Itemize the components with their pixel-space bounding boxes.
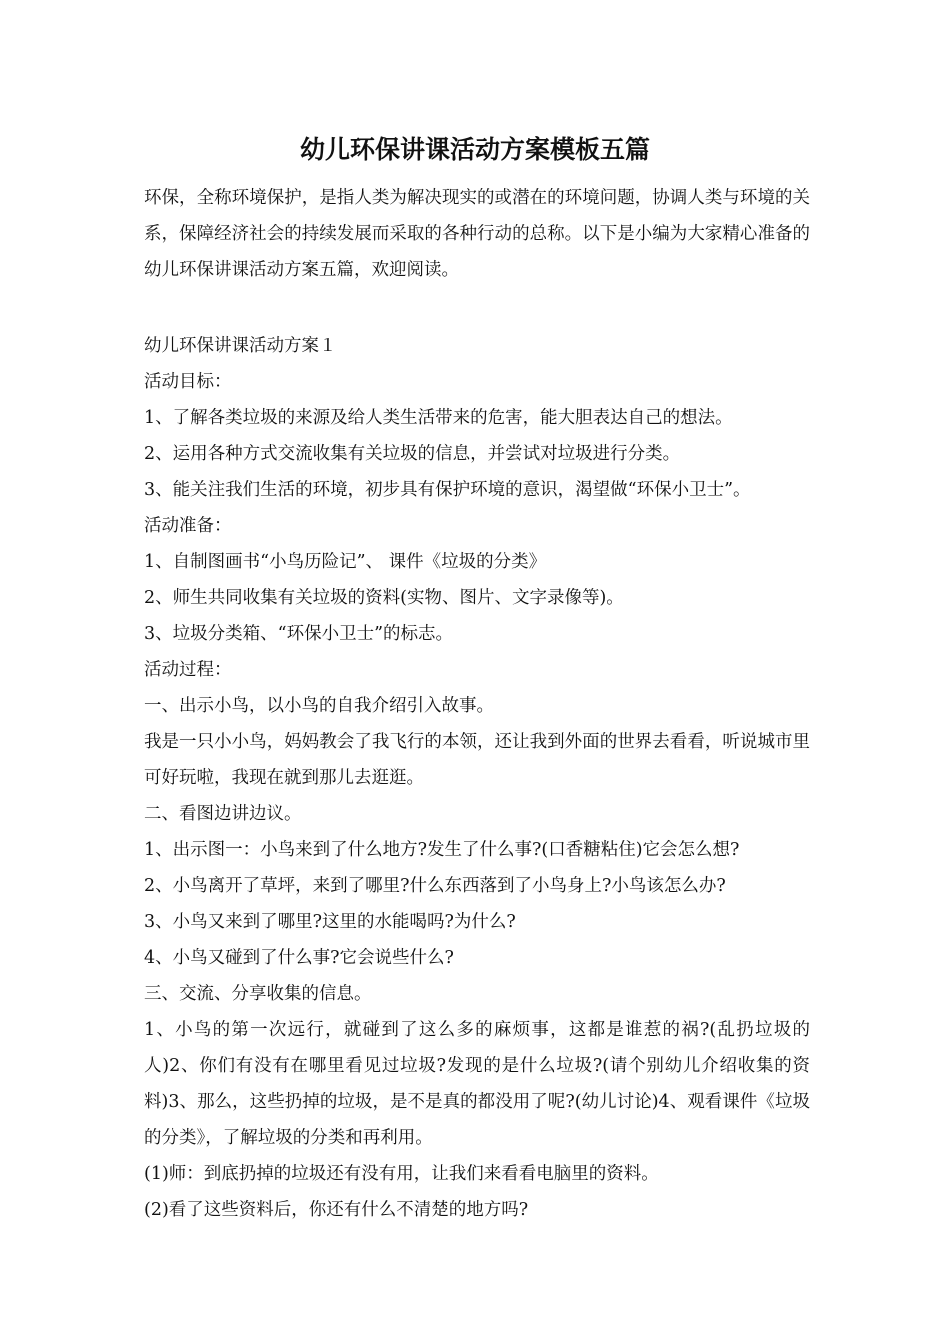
- step-item: 2、小鸟离开了草坪，来到了哪里?什么东西落到了小鸟身上?小鸟该怎么办?: [144, 876, 726, 896]
- step-paragraph: 我是一只小小鸟，妈妈教会了我飞行的本领，还让我到外面的世界去看看，听说城市里可好玩啦，我现在就到那儿去逛逛。: [144, 732, 810, 788]
- goals-label: 活动目标：: [144, 372, 232, 392]
- prep-label: 活动准备：: [144, 516, 232, 536]
- step-item: 4、小鸟又碰到了什么事?它会说些什么?: [144, 948, 454, 968]
- prep-item: 3、垃圾分类箱、“环保小卫士”的标志。: [144, 624, 454, 644]
- process-label: 活动过程：: [144, 660, 232, 680]
- step-item: 3、小鸟又来到了哪里?这里的水能喝吗?为什么?: [144, 912, 516, 932]
- section-heading: 幼儿环保讲课活动方案１: [144, 336, 337, 356]
- step-heading: 一、出示小鸟，以小鸟的自我介绍引入故事。: [144, 696, 494, 716]
- prep-item: 1、自制图画书“小鸟历险记”、 课件《垃圾的分类》: [144, 552, 547, 572]
- intro-paragraph: 环保，全称环境保护，是指人类为解决现实的或潜在的环境问题，协调人类与环境的关系，保障经济社会的持续发展而采取的各种行动的总称。以下是小编为大家精心准备的幼儿环保讲课活动方案五篇，欢迎阅读。: [144, 188, 810, 280]
- goal-item: 3、能关注我们生活的环境，初步具有保护环境的意识，渴望做“环保小卫士”。: [144, 480, 751, 500]
- step-paragraph: 1、小鸟的第一次远行，就碰到了这么多的麻烦事，这都是谁惹的祸?(乱扔垃圾的人)2、你们有没有在哪里看见过垃圾?发现的是什么垃圾?(请个别幼儿介绍收集的资料)3、那么，这些扔掉的垃圾，是不是真的都没用了呢?(幼儿讨论)4、观看课件《垃圾的分类》，了解垃圾的分类和再利用。: [144, 1020, 810, 1148]
- step-item: (2)看了这些资料后，你还有什么不清楚的地方吗?: [144, 1200, 529, 1220]
- goal-item: 2、运用各种方式交流收集有关垃圾的信息，并尝试对垃圾进行分类。: [144, 444, 681, 464]
- step-item: (1)师：到底扔掉的垃圾还有没有用，让我们来看看电脑里的资料。: [144, 1164, 659, 1184]
- goal-item: 1、了解各类垃圾的来源及给人类生活带来的危害，能大胆表达自己的想法。: [144, 408, 733, 428]
- document-body: [144, 328, 810, 1228]
- step-heading: 二、看图边讲边议。: [144, 804, 302, 824]
- step-heading: 三、交流、分享收集的信息。: [144, 984, 372, 1004]
- step-item: 1、出示图一：小鸟来到了什么地方?发生了什么事?(口香糖粘住)它会怎么想?: [144, 840, 740, 860]
- prep-item: 2、师生共同收集有关垃圾的资料(实物、图片、文字录像等)。: [144, 588, 624, 608]
- document-title: 幼儿环保讲课活动方案模板五篇: [299, 135, 650, 164]
